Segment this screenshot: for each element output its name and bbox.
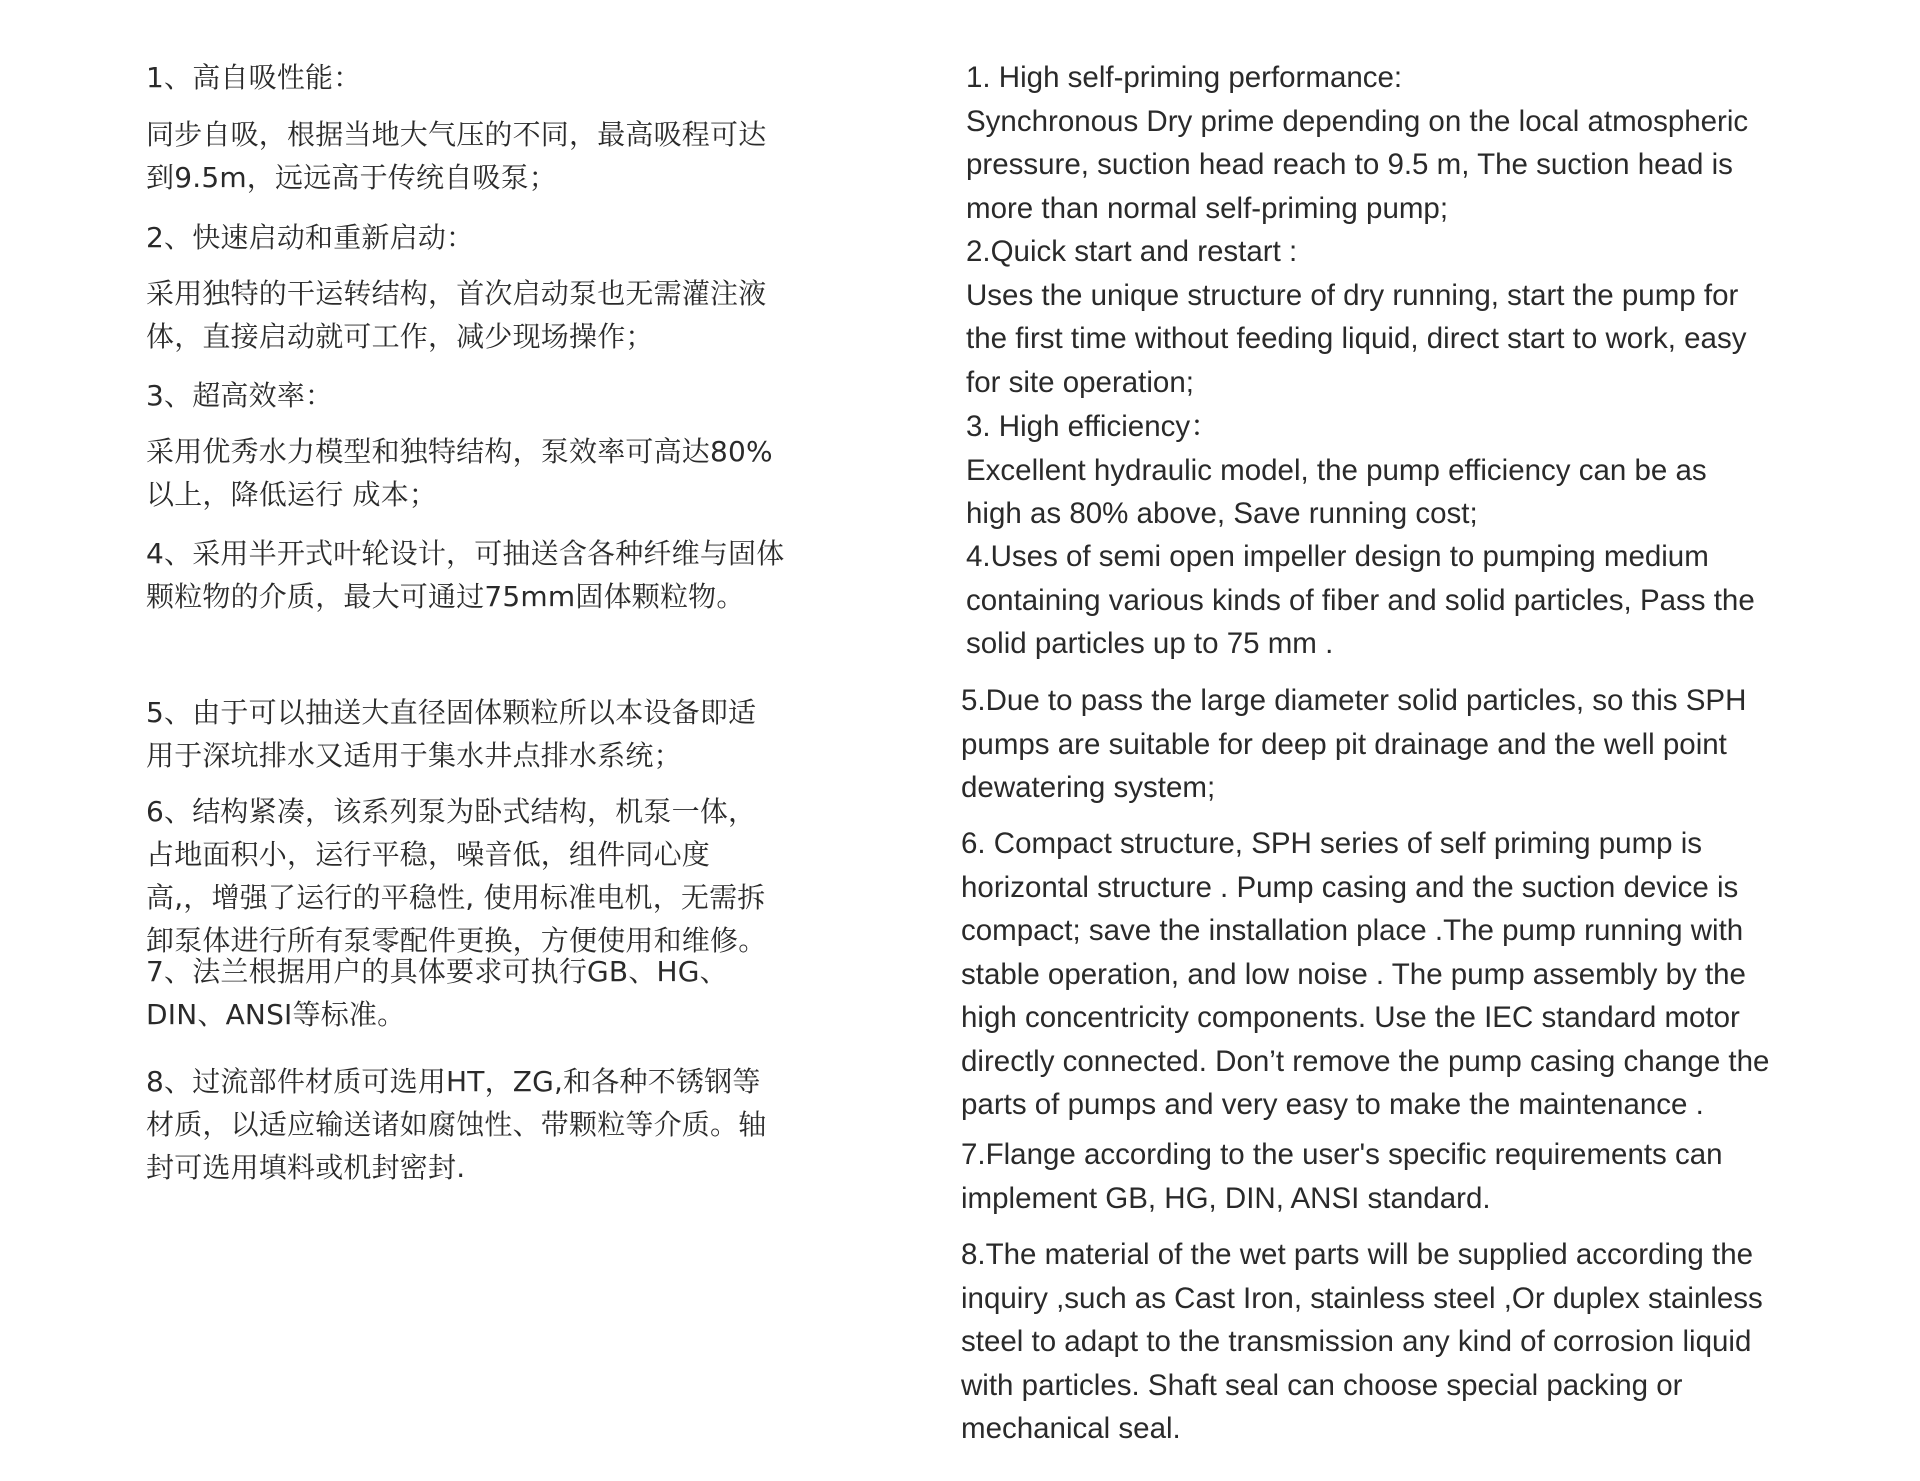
- zh-item-6-line: 采用优秀水力模型和独特结构，泵效率可高达80%: [146, 435, 773, 468]
- en-item-6-line: compact; save the installation place .The pump running with: [961, 914, 1744, 947]
- zh-item-9-line: 卸泵体进行所有泵零配件更换，方便使用和维修。: [146, 924, 767, 957]
- en-item-5-line: pumps are suitable for deep pit drainage and the well point: [961, 727, 1727, 761]
- en-item-6-line: 6. Compact structure, SPH series of self priming pump is: [961, 827, 1703, 860]
- en-item-6-line: parts of pumps and very easy to make the maintenance .: [961, 1088, 1704, 1121]
- en-item-2-line: for site operation;: [966, 365, 1194, 399]
- zh-item-10-line: 7、法兰根据用户的具体要求可执行GB、HG、: [146, 955, 728, 988]
- zh-item-7-line: 颗粒物的介质，最大可通过75mm固体颗粒物。: [146, 580, 745, 613]
- en-item-8-line: mechanical seal.: [961, 1412, 1181, 1445]
- zh-item-2-line: 到9.5m，远远高于传统自吸泵；: [146, 161, 558, 194]
- zh-item-2-line: 同步自吸，根据当地大气压的不同，最高吸程可达: [146, 118, 767, 151]
- zh-item-11-line: 8、过流部件材质可选用HT，ZG,和各种不锈钢等: [146, 1065, 761, 1098]
- en-item-3-line: 3. High efficiency：: [966, 410, 1220, 443]
- zh-item-9-line: 6、结构紧凑，该系列泵为卧式结构，机泵一体，: [146, 795, 757, 828]
- en-item-6-line: horizontal structure . Pump casing and the suction device is: [961, 870, 1739, 904]
- en-item-8-line: with particles. Shaft seal can choose special packing or: [961, 1368, 1683, 1402]
- en-item-4-line: 4.Uses of semi open impeller design to pumping medium: [966, 540, 1709, 573]
- zh-item-4-line: 采用独特的干运转结构，首次启动泵也无需灌注液: [146, 277, 767, 310]
- en-item-3-line: Excellent hydraulic model, the pump efficiency can be as: [966, 453, 1707, 487]
- en-item-1-line: Synchronous Dry prime depending on the local atmospheric: [966, 104, 1749, 138]
- en-item-7-line: implement GB, HG, DIN, ANSI standard.: [961, 1181, 1491, 1215]
- en-item-5-line: 5.Due to pass the large diameter solid particles, so this SPH: [961, 684, 1747, 717]
- en-item-1-line: pressure, suction head reach to 9.5 m, The suction head is: [966, 148, 1733, 181]
- zh-item-3-line: 2、快速启动和重新启动：: [146, 221, 475, 254]
- en-item-5-line: dewatering system;: [961, 771, 1216, 804]
- en-item-3-line: high as 80% above, Save running cost;: [966, 497, 1478, 530]
- en-item-1-line: more than normal self-priming pump;: [966, 191, 1449, 225]
- zh-item-9-line: 高,，增强了运行的平稳性, 使用标准电机，无需拆: [146, 881, 766, 914]
- zh-item-1-line: 1、高自吸性能：: [146, 61, 362, 94]
- en-item-2-line: Uses the unique structure of dry running, start the pump for: [966, 278, 1739, 312]
- en-item-4-line: containing various kinds of fiber and solid particles, Pass the: [966, 583, 1755, 617]
- en-item-1-line: 1. High self-priming performance:: [966, 61, 1403, 94]
- en-item-8-line: 8.The material of the wet parts will be supplied according the: [961, 1238, 1754, 1271]
- zh-item-6-line: 以上，降低运行 成本；: [146, 478, 438, 511]
- zh-item-8-line: 5、由于可以抽送大直径固体颗粒所以本设备即适: [146, 696, 757, 729]
- zh-item-10-line: DIN、ANSI等标准。: [146, 998, 406, 1031]
- zh-item-8-line: 用于深坑排水又适用于集水井点排水系统；: [146, 739, 682, 772]
- zh-item-5-line: 3、超高效率：: [146, 379, 334, 412]
- en-item-6-line: high concentricity components. Use the IEC standard motor: [961, 1001, 1740, 1034]
- en-item-6-line: stable operation, and low noise . The pump assembly by the: [961, 957, 1746, 991]
- en-item-2-line: the first time without feeding liquid, direct start to work, easy: [966, 322, 1747, 355]
- en-item-4-line: solid particles up to 75 mm .: [966, 627, 1334, 660]
- zh-item-11-line: 封可选用填料或机封密封.: [146, 1151, 466, 1184]
- en-item-7-line: 7.Flange according to the user's specific requirements can: [961, 1138, 1723, 1171]
- en-item-6-line: directly connected. Don’t remove the pump casing change the: [961, 1044, 1770, 1078]
- en-item-2-line: 2.Quick start and restart :: [966, 235, 1298, 268]
- en-item-8-line: steel to adapt to the transmission any kind of corrosion liquid: [961, 1325, 1752, 1358]
- en-item-8-line: inquiry ,such as Cast Iron, stainless steel ,Or duplex stainless: [961, 1281, 1763, 1315]
- zh-item-11-line: 材质，以适应输送诸如腐蚀性、带颗粒等介质。轴: [146, 1108, 767, 1141]
- zh-item-7-line: 4、采用半开式叶轮设计，可抽送含各种纤维与固体: [146, 537, 785, 570]
- zh-item-4-line: 体，直接启动就可工作，减少现场操作；: [146, 320, 654, 353]
- zh-item-9-line: 占地面积小，运行平稳，噪音低，组件同心度: [146, 838, 711, 871]
